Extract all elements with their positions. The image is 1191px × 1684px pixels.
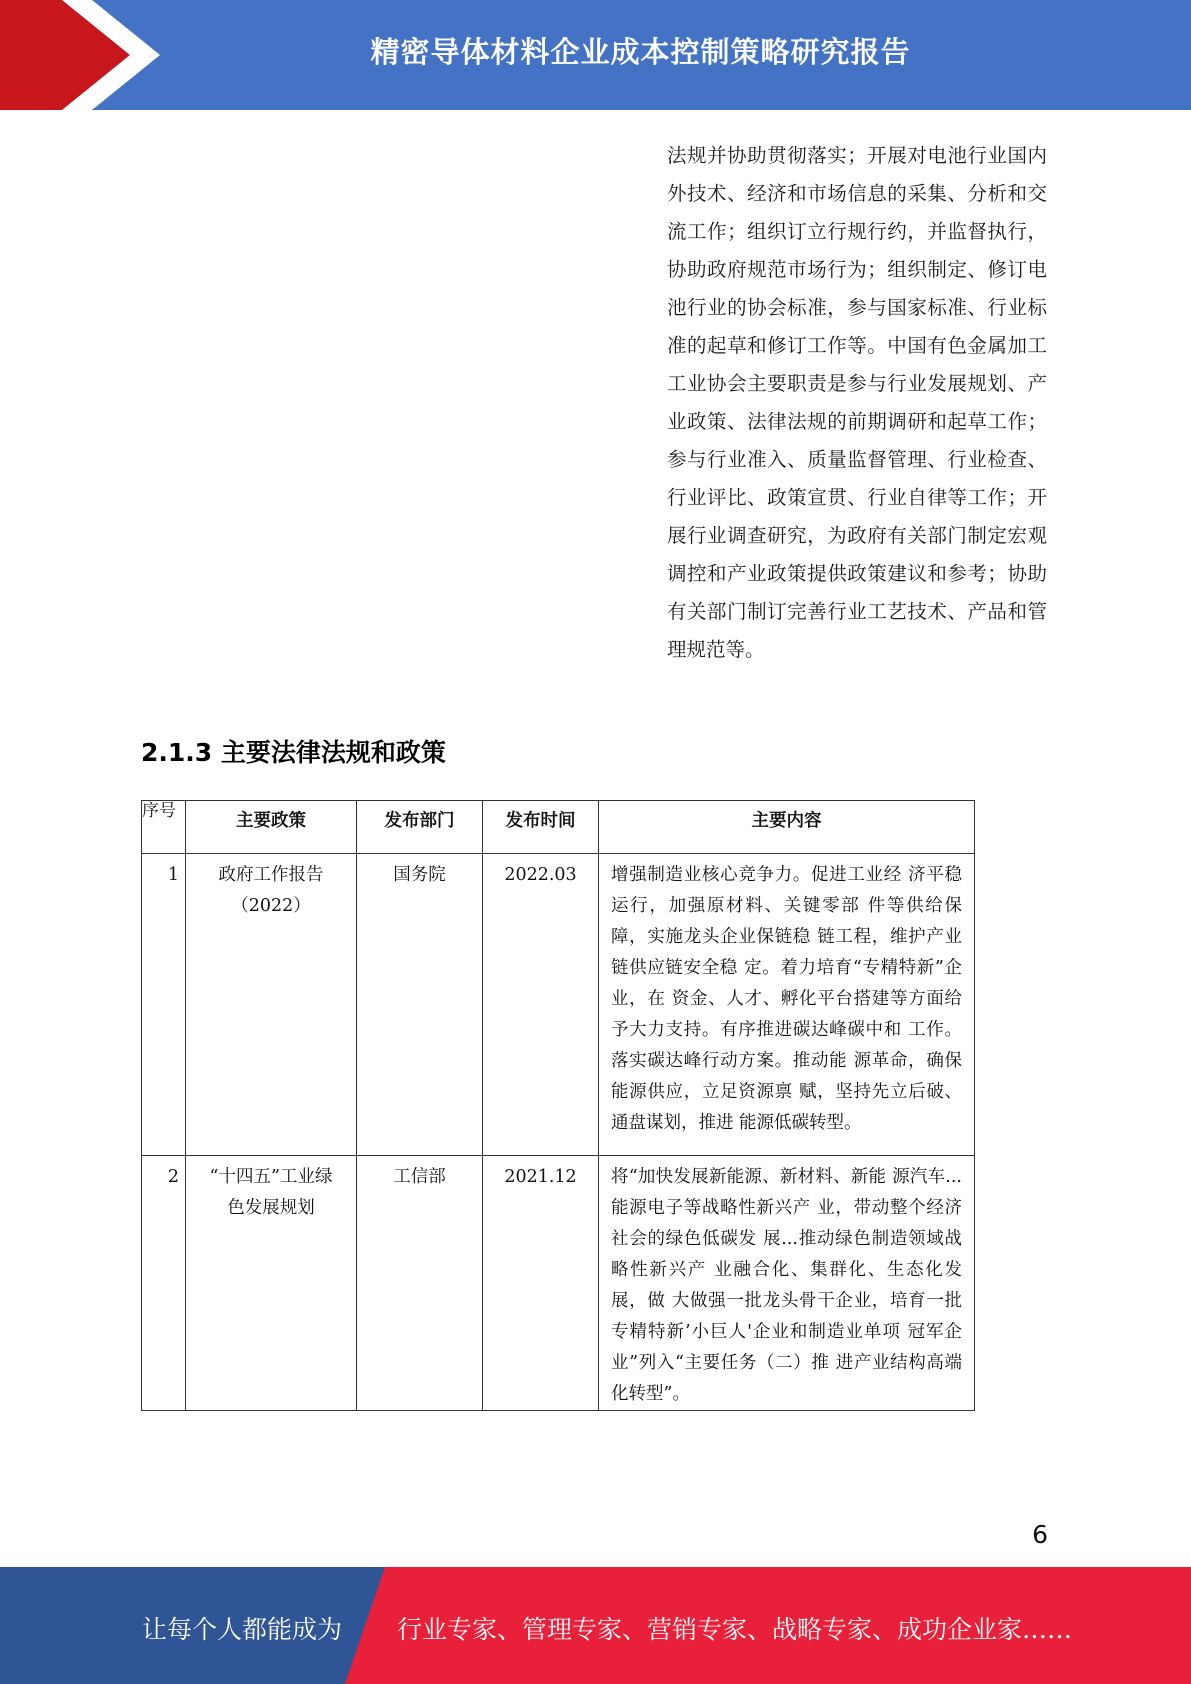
cell-content: 将“加快发展新能源、新材料、新能 源汽车...能源电子等战略性新兴产 业，带动整个经济社会的绿色低碳发 展...推动绿色制造领域战略性新兴产 业融合化、集群化、生态化发展，做 大做强一批龙头骨干企业，培育一批 专精特新’小巨人'企业和制造业单项 冠军企业”列入“主要任务（二）推 进产业结构高端化转型”。 bbox=[599, 1156, 975, 1411]
intro-paragraph: 法规并协助贯彻落实；开展对电池行业国内外技术、经济和市场信息的采集、分析和交流工作；组织订立行规行约，并监督执行，协助政府规范市场行为；组织制定、修订电池行业的协会标准，参与国家标准、行业标准的起草和修订工作等。中国有色金属加工工业协会主要职责是参与行业发展规划、产业政策、法律法规的前期调研和起草工作；参与行业准入、质量监督管理、行业检查、行业评比、政策宣贯、行业自律等工作；开展行业调查研究，为政府有关部门制定宏观调控和产业政策提供政策建议和参考；协助有关部门制订完善行业工艺技术、产品和管理规范等。 bbox=[667, 144, 1047, 661]
column-header-department: 发布部门 bbox=[357, 801, 483, 854]
page-number: 6 bbox=[1032, 1520, 1048, 1549]
cell-seq: 2 bbox=[142, 1156, 186, 1411]
column-header-seq: 序号 bbox=[142, 801, 186, 854]
column-header-policy: 主要政策 bbox=[186, 801, 357, 854]
footer-slogan-left: 让每个人都能成为 bbox=[142, 1615, 343, 1644]
cell-date: 2022.03 bbox=[483, 854, 599, 1156]
table-row bbox=[142, 1156, 975, 1411]
cell-department: 国务院 bbox=[357, 854, 483, 1156]
table-header-row bbox=[142, 801, 975, 854]
policy-table bbox=[141, 800, 975, 1411]
header-banner bbox=[0, 0, 1191, 110]
cell-policy: “十四五”工业绿色发展规划 bbox=[186, 1156, 357, 1411]
section-heading: 2.1.3 主要法律法规和政策 bbox=[141, 738, 446, 767]
column-header-date: 发布时间 bbox=[483, 801, 599, 854]
cell-content: 增强制造业核心竞争力。促进工业经 济平稳运行，加强原材料、关键零部 件等供给保障，实施龙头企业保链稳 链工程，维护产业链供应链安全稳 定。着力培育“专精特新”企业，在 资金、人才、孵化平台搭建等方面给 予大力支持。有序推进碳达峰碳中和 工作。落实碳达峰行动方案。推动能 源革命，确保能源供应，立足资源禀 赋，坚持先立后破、通盘谋划，推进 能源低碳转型。 bbox=[599, 854, 975, 1156]
cell-department: 工信部 bbox=[357, 1156, 483, 1411]
cell-seq: 1 bbox=[142, 854, 186, 1156]
table-row bbox=[142, 854, 975, 1156]
report-title: 精密导体材料企业成本控制策略研究报告 bbox=[370, 35, 911, 69]
cell-date: 2021.12 bbox=[483, 1156, 599, 1411]
footer-banner bbox=[0, 1567, 1191, 1684]
column-header-content: 主要内容 bbox=[599, 801, 975, 854]
cell-policy: 政府工作报告（2022） bbox=[186, 854, 357, 1156]
footer-slogan-right: 行业专家、管理专家、营销专家、战略专家、成功企业家…… bbox=[397, 1615, 1073, 1644]
